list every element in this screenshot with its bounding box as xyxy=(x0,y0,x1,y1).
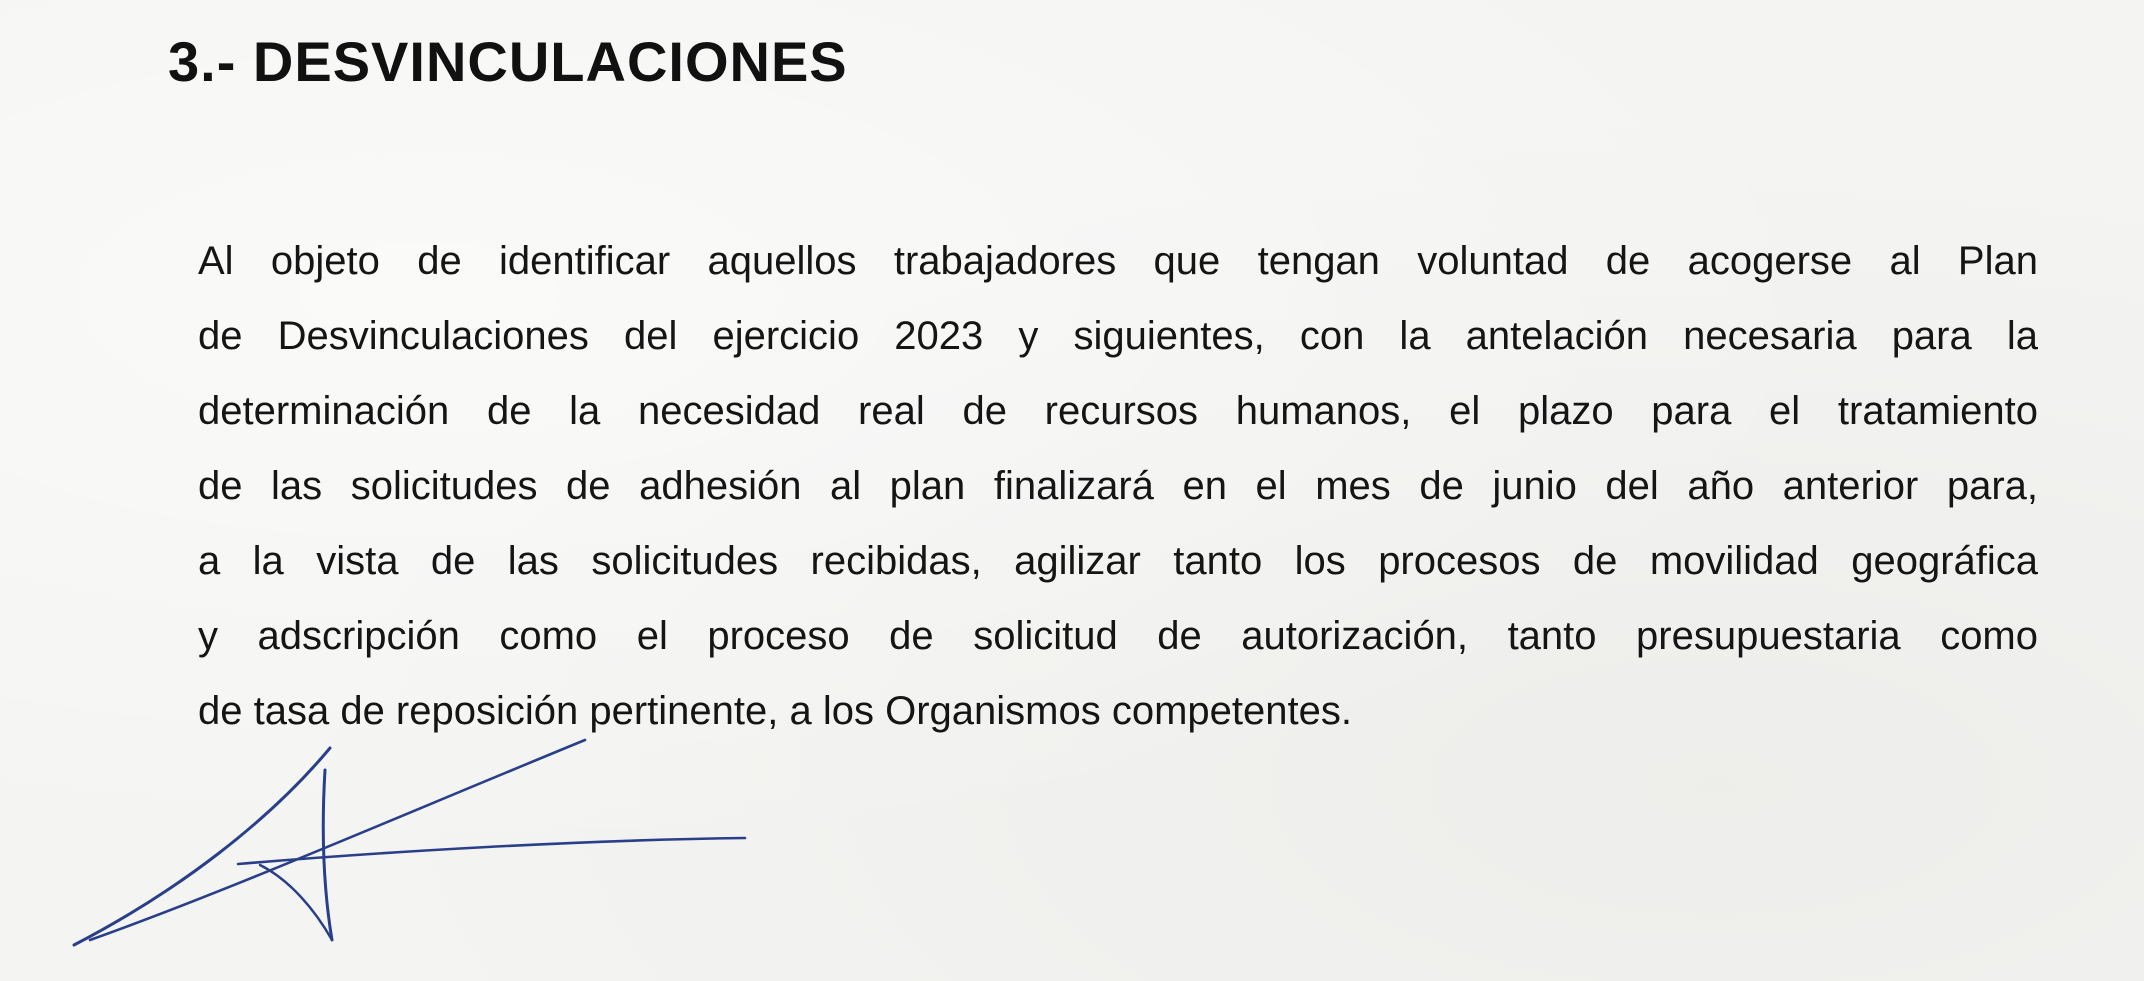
paragraph-line: de las solicitudes de adhesión al plan finalizará en el mes de junio del año anterior para, xyxy=(198,464,2038,508)
signature-stroke xyxy=(74,748,330,945)
body-paragraph xyxy=(198,224,2038,749)
paragraph-line: de Desvinculaciones del ejercicio 2023 y siguientes, con la antelación necesaria para la xyxy=(198,314,2038,358)
signature-stroke xyxy=(323,770,332,940)
signature-stroke xyxy=(90,740,585,940)
section-heading: 3.- DESVINCULACIONES xyxy=(168,30,848,93)
paragraph-line: de tasa de reposición pertinente, a los Organismos competentes. xyxy=(198,689,1352,733)
signature-stroke xyxy=(260,865,332,940)
paragraph-line: y adscripción como el proceso de solicitud de autorización, tanto presupuestaria como xyxy=(198,614,2038,658)
handwritten-signature xyxy=(60,730,760,970)
paragraph-line: a la vista de las solicitudes recibidas, agilizar tanto los procesos de movilidad geográfica xyxy=(198,539,2038,583)
paragraph-line: Al objeto de identificar aquellos trabajadores que tengan voluntad de acogerse al Plan xyxy=(198,239,2038,283)
paragraph-line: determinación de la necesidad real de recursos humanos, el plazo para el tratamiento xyxy=(198,389,2038,433)
